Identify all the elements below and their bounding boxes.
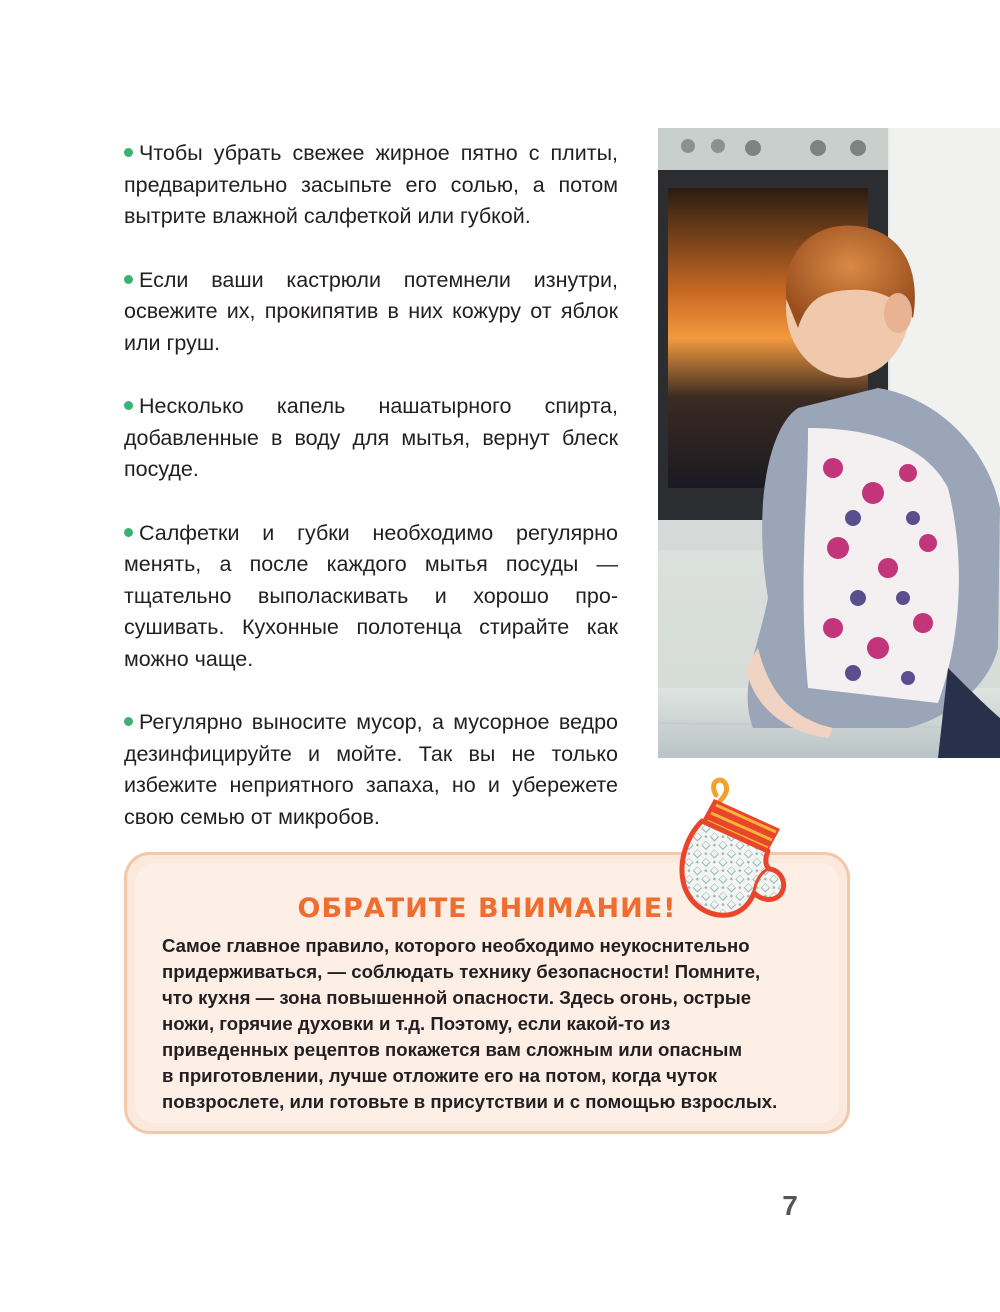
attention-line: придерживаться, — соблюдать технику безопасности! Помните, bbox=[162, 961, 761, 982]
attention-line: в приготовлении, лучше отложите его на потом, когда чуток bbox=[162, 1065, 718, 1086]
tip-item bbox=[124, 138, 618, 233]
attention-title: ОБРАТИТЕ ВНИМАНИЕ! bbox=[297, 893, 677, 924]
attention-line: ножи, горячие духовки и т.д. Поэтому, если какой-то из bbox=[162, 1013, 671, 1034]
page-number: 7 bbox=[782, 1190, 798, 1221]
tip-item bbox=[124, 391, 618, 486]
tip-item bbox=[124, 265, 618, 360]
attention-line: Самое главное правило, которого необходимо неукоснительно bbox=[162, 935, 750, 956]
child-oven-photo bbox=[658, 128, 1000, 758]
bullet-icon bbox=[124, 275, 133, 284]
bullet-icon bbox=[124, 401, 133, 410]
attention-line: повзрослете, или готовьте в присутствии и с помощью взрослых. bbox=[162, 1091, 778, 1112]
tip-item bbox=[124, 707, 618, 833]
tip-item bbox=[124, 518, 618, 676]
bullet-icon bbox=[124, 717, 133, 726]
attention-line: что кухня — зона повышенной опасности. Здесь огонь, острые bbox=[162, 987, 752, 1008]
tip-text: Регулярно выносите мусор, а мусорное ведро дезинфицируйте и мойте. Так вы не только избежите неприятного запаха, но и убережете свою семью от микробов. bbox=[124, 710, 618, 829]
tip-text: Если ваши кастрюли потемнели изнутри, освежите их, прокипятив в них кожуру от яблок или груш. bbox=[124, 267, 618, 355]
tips-list bbox=[124, 138, 618, 865]
attention-text bbox=[162, 933, 822, 1115]
attention-line: приведенных рецептов покажется вам сложным или опасным bbox=[162, 1039, 743, 1060]
bullet-icon bbox=[124, 528, 133, 537]
tip-text: Чтобы убрать свежее жирное пятно с плиты, предварительно засыпьте его солью, а потом вытрите влажной салфеткой или губкой. bbox=[124, 141, 618, 228]
bullet-icon bbox=[124, 148, 133, 157]
tip-text: Салфетки и губки необходимо регулярно менять, а после каждого мытья посуды — тщательно выполаскивать и хорошо просушивать. Кухонные полотенца стирайте как можно чаще. bbox=[124, 520, 618, 671]
oven-mitt-icon bbox=[672, 773, 796, 921]
tip-text: Несколько капель нашатырного спирта, добавленные в воду для мытья, вернут блеск посуде. bbox=[124, 394, 618, 481]
